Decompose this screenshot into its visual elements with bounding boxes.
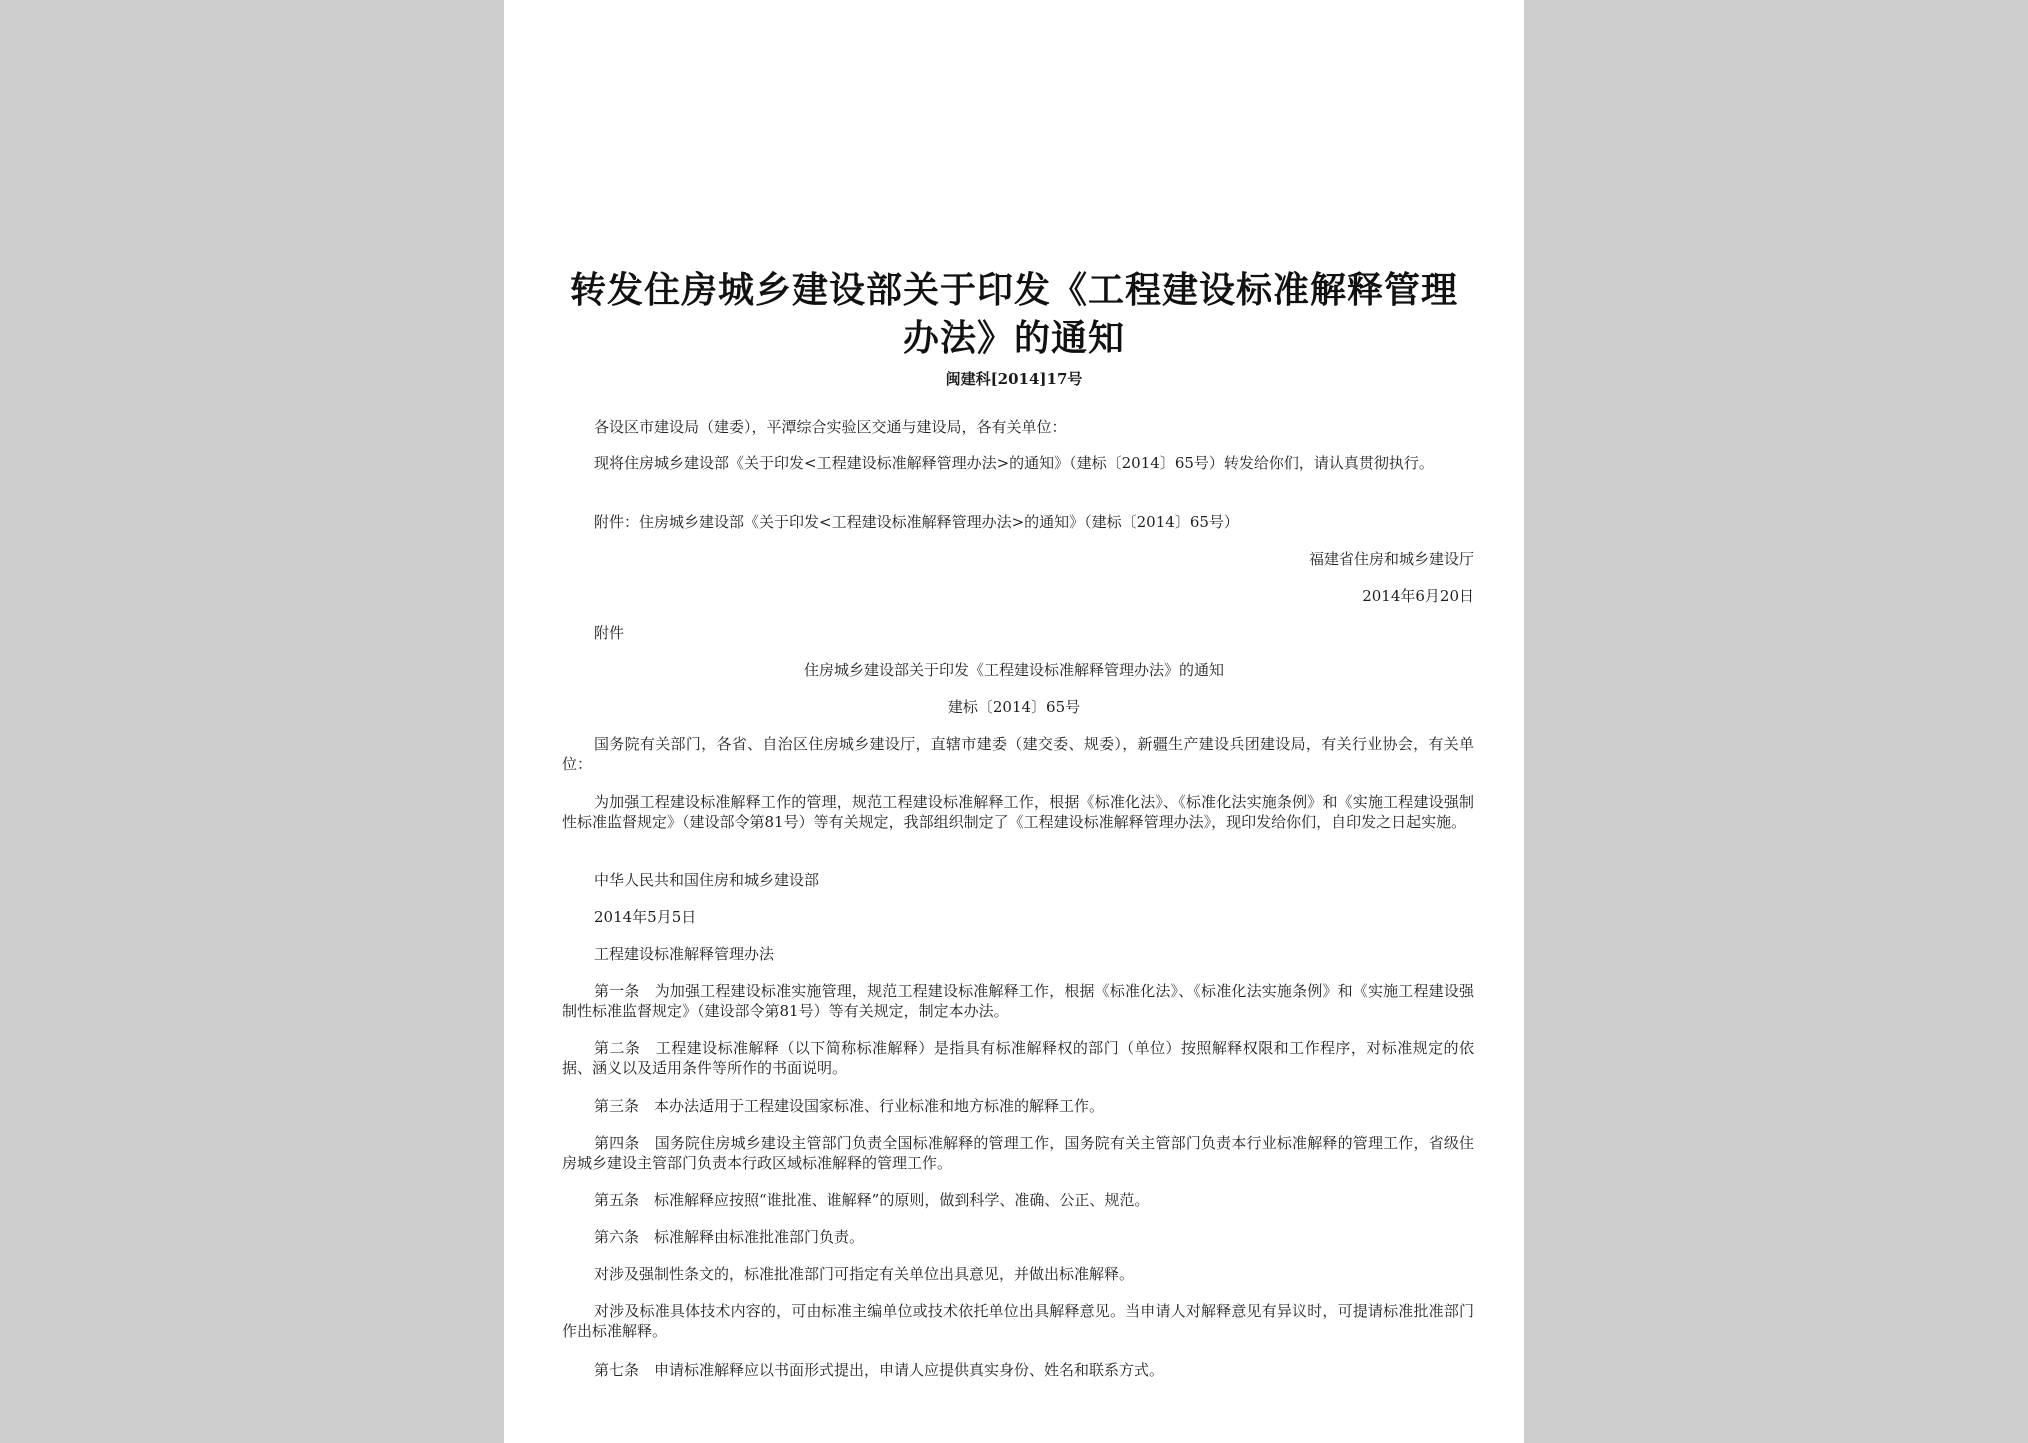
attachment-doc-number: 建标〔2014〕65号 [947, 698, 1081, 716]
article-6: 第六条 标准解释由标准批准部门负责。 [594, 1228, 865, 1246]
document-number: 闽建科[2014]17号 [945, 370, 1083, 388]
measures-title: 工程建设标准解释管理办法 [594, 945, 775, 963]
attachment-body-paragraph: 为加强工程建设标准解释工作的管理，规范工程建设标准解释工作，根据《标准化法》、《标准化法实施条例》和《实施工程建设强制性标准监督规定》（建设部令第81号）等有关规定，我部组织制定了《工程建设标准解释管理办法》，现印发给你们，自印发之日起实施。 [562, 793, 1474, 831]
attachment-label: 附件 [594, 624, 625, 642]
attachment-salutation: 国务院有关部门，各省、自治区住房城乡建设厅，直辖市建委（建交委、规委），新疆生产建设兵团建设局，有关行业协会，有关单位： [562, 735, 1474, 773]
article-6-clause-1: 对涉及强制性条文的，标准批准部门可指定有关单位出具意见，并做出标准解释。 [594, 1265, 1135, 1283]
attachment-note: 附件：住房城乡建设部《关于印发<工程建设标准解释管理办法>的通知》（建标〔2014〕65号） [594, 513, 1239, 531]
article-3: 第三条 本办法适用于工程建设国家标准、行业标准和地方标准的解释工作。 [594, 1097, 1105, 1115]
forward-paragraph: 现将住房城乡建设部《关于印发<工程建设标准解释管理办法>的通知》（建标〔2014〕65号）转发给你们，请认真贯彻执行。 [594, 454, 1434, 472]
document-title-line-1: 转发住房城乡建设部关于印发《工程建设标准解释管理 [569, 270, 1458, 311]
document-page [504, 0, 1524, 1443]
attachment-title: 住房城乡建设部关于印发《工程建设标准解释管理办法》的通知 [803, 661, 1224, 679]
article-7: 第七条 申请标准解释应以书面形式提出，申请人应提供真实身份、姓名和联系方式。 [594, 1361, 1165, 1379]
article-6-clause-2: 对涉及标准具体技术内容的，可由标准主编单位或技术依托单位出具解释意见。当申请人对解释意见有异议时，可提请标准批准部门作出标准解释。 [562, 1302, 1474, 1340]
ministry-date: 2014年5月5日 [594, 908, 697, 926]
salutation: 各设区市建设局（建委），平潭综合实验区交通与建设局，各有关单位： [594, 418, 1067, 436]
article-5: 第五条 标准解释应按照“谁批准、谁解释”的原则，做到科学、准确、公正、规范。 [594, 1191, 1150, 1209]
issue-date: 2014年6月20日 [1362, 587, 1474, 605]
issuer-signature: 福建省住房和城乡建设厅 [1308, 550, 1474, 568]
article-1: 第一条 为加强工程建设标准实施管理，规范工程建设标准解释工作，根据《标准化法》、《标准化法实施条例》和《实施工程建设强制性标准监督规定》（建设部令第81号）等有关规定，制定本办法。 [562, 982, 1474, 1020]
article-2: 第二条 工程建设标准解释（以下简称标准解释）是指具有标准解释权的部门（单位）按照解释权限和工作程序，对标准规定的依据、涵义以及适用条件等所作的书面说明。 [562, 1039, 1474, 1077]
document-title-line-2: 办法》的通知 [902, 318, 1125, 359]
ministry-signature: 中华人民共和国住房和城乡建设部 [594, 871, 820, 889]
article-4: 第四条 国务院住房城乡建设主管部门负责全国标准解释的管理工作，国务院有关主管部门负责本行业标准解释的管理工作，省级住房城乡建设主管部门负责本行政区域标准解释的管理工作。 [562, 1134, 1474, 1172]
